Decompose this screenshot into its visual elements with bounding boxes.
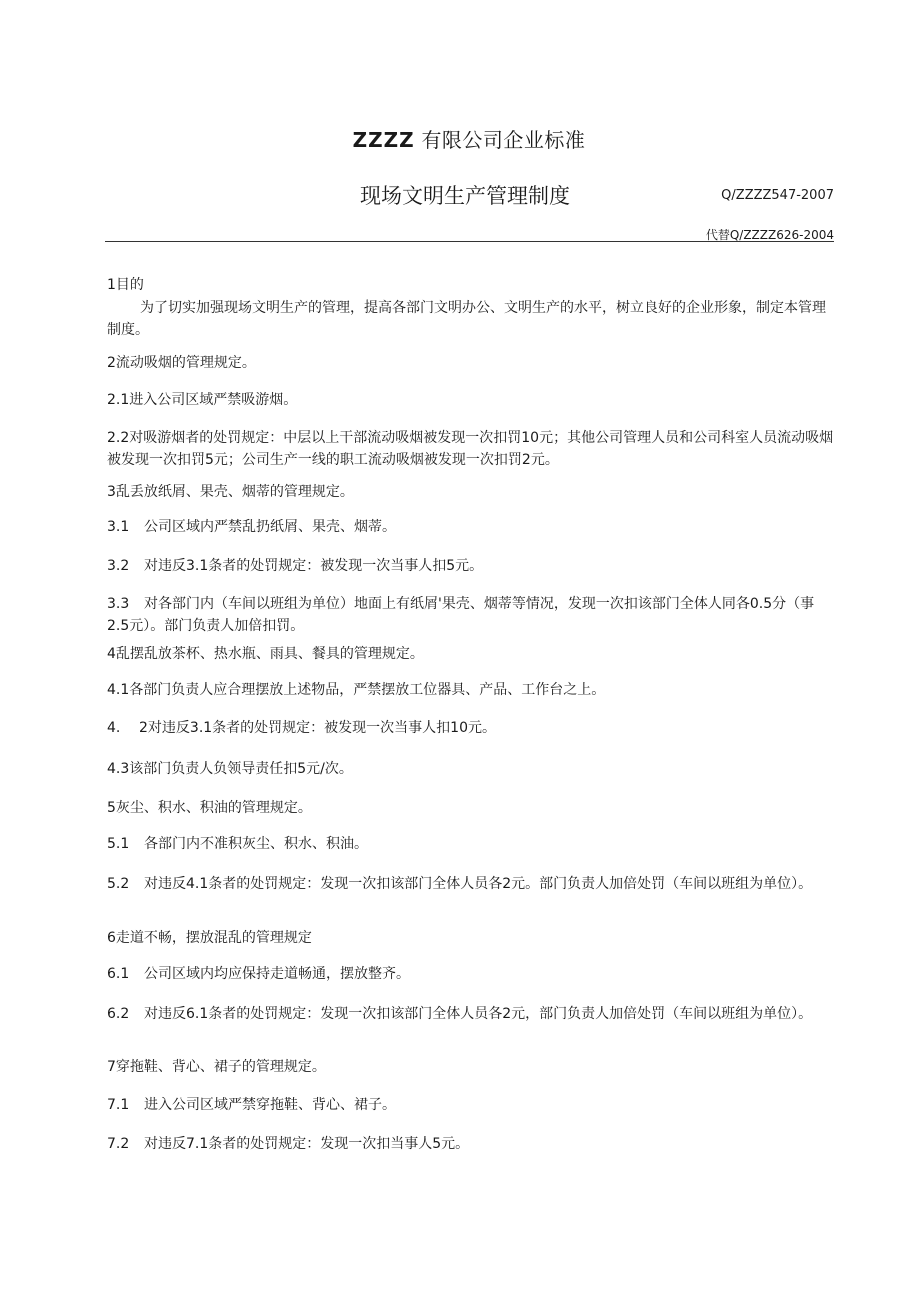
clause-number: 5.2 <box>107 876 130 892</box>
clause-number: 7.2 <box>107 1136 130 1152</box>
clause <box>107 1003 835 1025</box>
clause-text: 对各部门内（车间以班组为单位）地面上有纸屑'果壳、烟蒂等情况，发现一次扣该部门全体人同各0.5分（事2.5元）。部门负责人加倍扣罚。 <box>107 596 815 634</box>
clause: 2.1进入公司区域严禁吸游烟。 <box>107 392 298 408</box>
clause <box>107 833 368 855</box>
section-heading: 3乱丢放纸屑、果壳、烟蒂的管理规定。 <box>107 484 354 500</box>
clause-text: 对违反3.1条者的处罚规定：被发现一次当事人扣5元。 <box>144 558 484 574</box>
clause <box>107 516 396 538</box>
company-standard-heading <box>0 124 920 153</box>
clause <box>107 593 835 637</box>
clause-number: 7.1 <box>107 1097 130 1113</box>
clause-text: 对违反4.1条者的处罚规定：发现一次扣该部门全体人员各2元。部门负责人加倍处罚（车间以班组为单位）。 <box>144 876 813 892</box>
clause <box>107 1133 469 1155</box>
company-suffix: 有限公司企业标准 <box>421 128 586 152</box>
section-heading: 2流动吸烟的管理规定。 <box>107 355 256 371</box>
clause-number: 4. <box>107 720 121 736</box>
clause: 2.2对吸游烟者的处罚规定：中层以上干部流动吸烟被发现一次扣罚10元；其他公司管理人员和公司科室人员流动吸烟被发现一次扣罚5元；公司生产一线的职工流动吸烟被发现一次扣罚2元。 <box>107 430 834 468</box>
clause <box>107 1094 396 1116</box>
clause <box>107 873 835 895</box>
section-heading: 4乱摆乱放茶杯、热水瓶、雨具、餐具的管理规定。 <box>107 646 424 662</box>
document-title: 现场文明生产管理制度 <box>360 184 570 208</box>
header-divider <box>105 241 834 242</box>
standard-code: Q/ZZZZ547-2007 <box>721 188 834 203</box>
clause-text: 各部门内不准积灰尘、积水、积油。 <box>144 836 368 852</box>
clause-number: 3.1 <box>107 519 130 535</box>
clause-number: 6.2 <box>107 1006 130 1022</box>
clause-text: 对违反6.1条者的处罚规定：发现一次扣该部门全体人员各2元，部门负责人加倍处罚（车间以班组为单位）。 <box>144 1006 813 1022</box>
section-heading: 6走道不畅，摆放混乱的管理规定 <box>107 930 312 946</box>
clause: 4.1各部门负责人应合理摆放上述物品，严禁摆放工位器具、产品、工作台之上。 <box>107 682 606 698</box>
clause <box>107 555 483 577</box>
company-brand: ZZZZ <box>352 128 415 152</box>
clause <box>107 717 496 739</box>
clause-text: 公司区域内均应保持走道畅通，摆放整齐。 <box>144 966 410 982</box>
clause: 4.3该部门负责人负领导责任扣5元/次。 <box>107 761 353 777</box>
clause-number: 3.3 <box>107 596 130 612</box>
clause-number: 3.2 <box>107 558 130 574</box>
clause-number: 6.1 <box>107 966 130 982</box>
clause-text: 进入公司区域严禁穿拖鞋、背心、裙子。 <box>144 1097 396 1113</box>
clause-text: 对违反7.1条者的处罚规定：发现一次扣当事人5元。 <box>144 1136 470 1152</box>
paragraph: 为了切实加强现场文明生产的管理，提高各部门文明办公、文明生产的水平，树立良好的企业形象，制定本管理制度。 <box>107 300 826 338</box>
clause-text: 公司区域内严禁乱扔纸屑、果壳、烟蒂。 <box>144 519 396 535</box>
clause-number: 5.1 <box>107 836 130 852</box>
replaces-code: 代替Q/ZZZZ626-2004 <box>705 228 834 242</box>
section-heading: 7穿拖鞋、背心、裙子的管理规定。 <box>107 1059 326 1075</box>
clause-text: 2对违反3.1条者的处罚规定：被发现一次当事人扣10元。 <box>139 720 496 736</box>
clause <box>107 963 410 985</box>
section-heading: 1目的 <box>107 277 144 293</box>
section-heading: 5灰尘、积水、积油的管理规定。 <box>107 800 312 816</box>
